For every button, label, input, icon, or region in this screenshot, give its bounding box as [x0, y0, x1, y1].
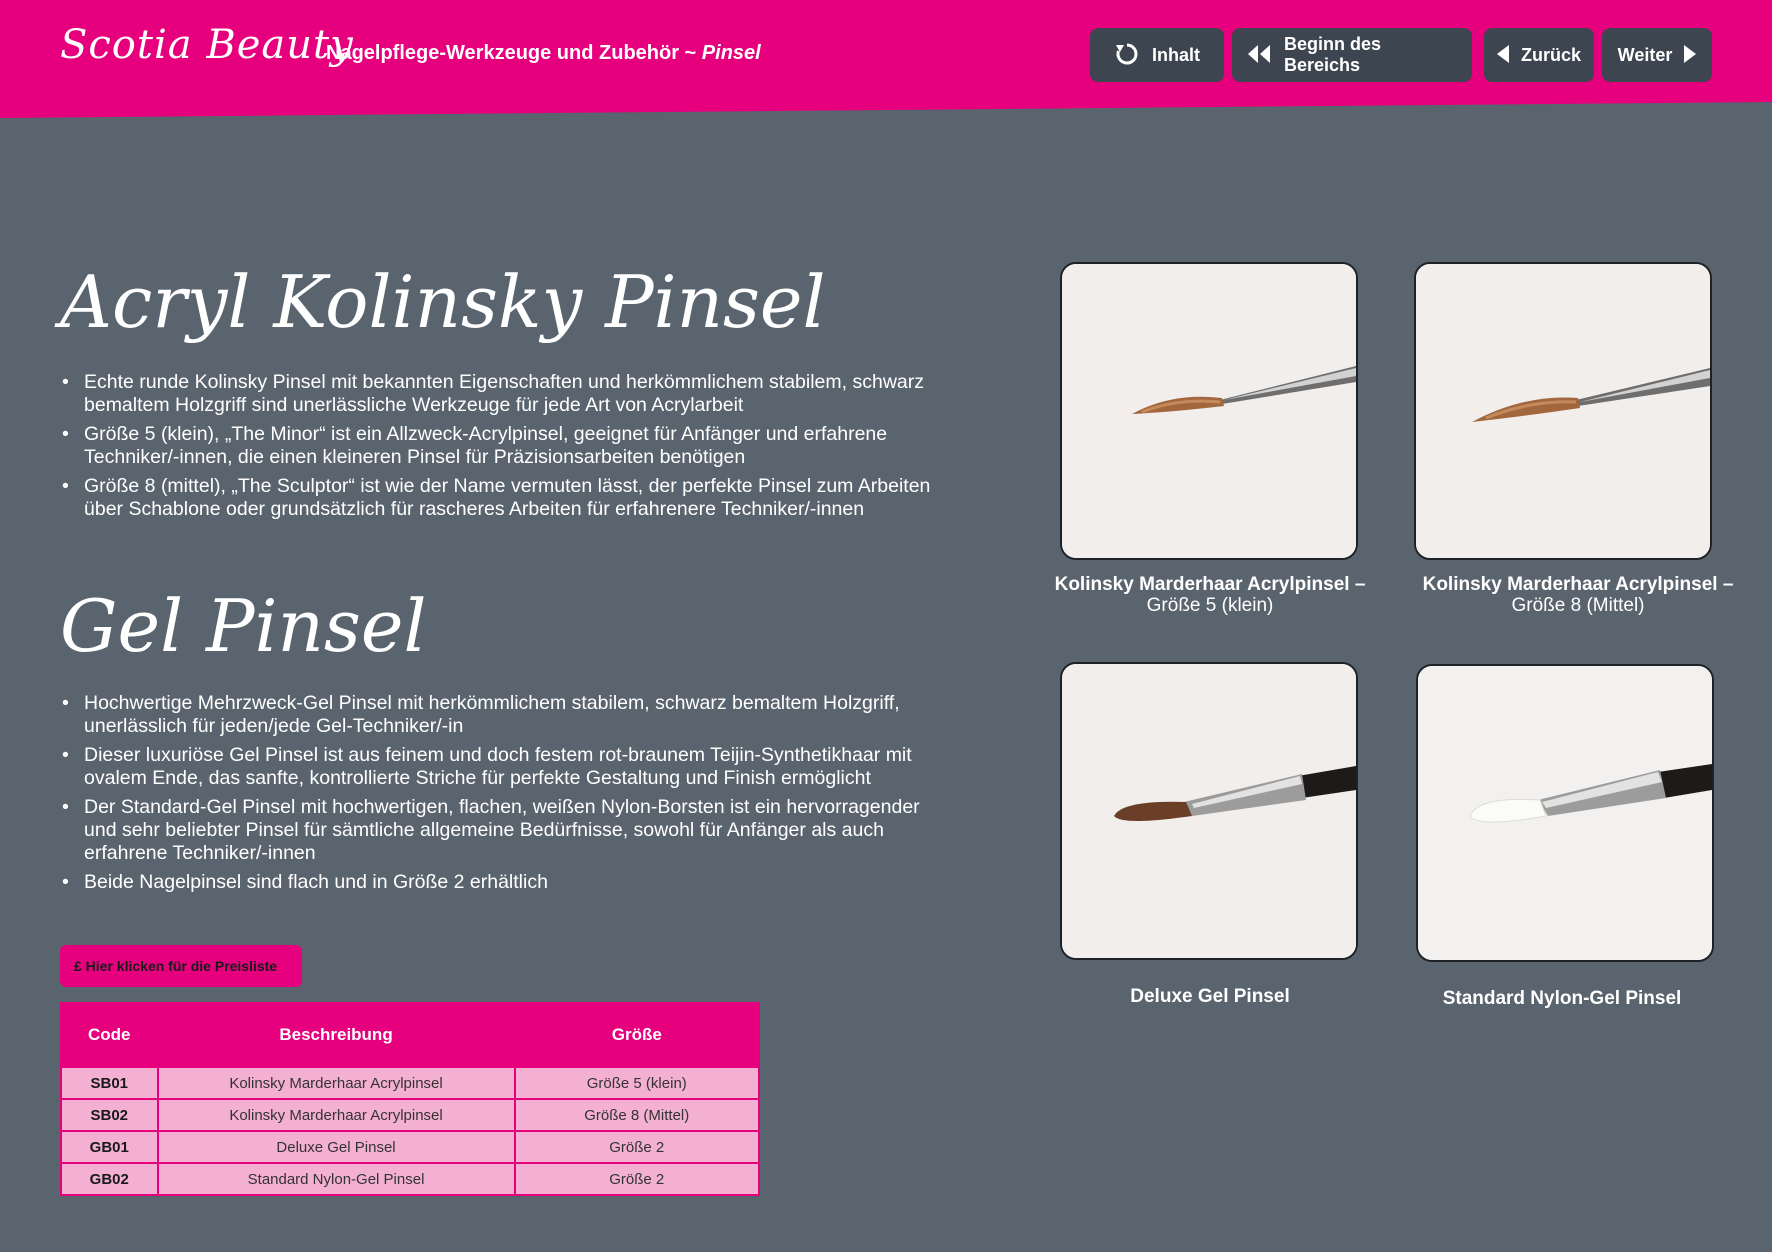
table-cell-description: Deluxe Gel Pinsel: [158, 1131, 515, 1163]
beginn-des-bereichs-button[interactable]: [1232, 28, 1472, 82]
table-cell-code: SB01: [61, 1067, 158, 1099]
product-image-standard-nylon-gel: [1416, 664, 1714, 962]
price-list-button[interactable]: £ Hier klicken für die Preisliste: [60, 945, 302, 987]
product-caption-name: Kolinsky Marderhaar Acrylpinsel –: [1422, 574, 1734, 595]
breadcrumb-section: Nagelpflege-Werkzeuge und Zubehör ~: [326, 42, 702, 64]
product-image-kolinsky-8: [1414, 262, 1712, 560]
rewind-icon: [1246, 45, 1272, 66]
product-caption-size: Größe 8 (Mittel): [1511, 595, 1645, 616]
table-row: [61, 1067, 759, 1099]
gel-bullet: • Der Standard-Gel Pinsel mit hochwertigen, flachen, weißen Nylon-Borsten ist ein hervorragender und sehr beliebter Pinsel für sämtliche allgemeine Bedürfnisse, sowohl für Anfänger als auch erfahrene Techniker/-innen: [84, 796, 934, 865]
table-cell-code: SB02: [61, 1099, 158, 1131]
product-caption-name: Kolinsky Marderhaar Acrylpinsel –: [1054, 574, 1366, 595]
table-cell-description: Standard Nylon-Gel Pinsel: [158, 1163, 515, 1195]
gel-title: Gel Pinsel: [60, 584, 427, 668]
weiter-button[interactable]: [1602, 28, 1712, 82]
brand-logo: Scotia Beauty: [60, 22, 354, 68]
beginn-label: Beginn des Bereichs: [1284, 34, 1382, 75]
refresh-icon: [1114, 41, 1140, 70]
gel-bullet: • Dieser luxuriöse Gel Pinsel ist aus feinem und doch festem rot-braunem Teijin-Synthetikhaar mit ovalem Ende, das sanfte, kontrollierte Striche für perfekte Gestaltung und Finish ermöglicht: [84, 744, 934, 790]
table-cell-code: GB02: [61, 1163, 158, 1195]
triangle-right-icon: [1684, 45, 1696, 66]
table-cell-size: Größe 2: [515, 1163, 759, 1195]
table-header-groesse: Größe: [515, 1003, 759, 1067]
product-caption-kolinsky-5: [1050, 574, 1370, 616]
table-cell-size: Größe 8 (Mittel): [515, 1099, 759, 1131]
gel-bullet: • Beide Nagelpinsel sind flach und in Größe 2 erhältlich: [84, 871, 934, 894]
product-caption-size: Größe 5 (klein): [1146, 595, 1274, 616]
product-table: [60, 1002, 760, 1196]
product-image-deluxe-gel: [1060, 662, 1358, 960]
acryl-title: Acryl Kolinsky Pinsel: [60, 260, 826, 344]
product-caption-standard-nylon-gel: Standard Nylon-Gel Pinsel: [1442, 988, 1682, 1009]
zurueck-button[interactable]: [1484, 28, 1594, 82]
product-image-kolinsky-5: [1060, 262, 1358, 560]
gel-bullet-list: [60, 692, 934, 900]
table-cell-code: GB01: [61, 1131, 158, 1163]
table-row: [61, 1099, 759, 1131]
breadcrumb: [326, 42, 761, 65]
product-caption-kolinsky-8: [1418, 574, 1738, 616]
zurueck-label: Zurück: [1521, 44, 1582, 65]
acryl-bullet: • Größe 8 (mittel), „The Sculptor“ ist wie der Name vermuten lässt, der perfekte Pinsel zum Arbeiten über Schablone oder grundsätzlich für rascheres Arbeiten für erfahrenere Techniker/-innen: [84, 475, 934, 521]
table-cell-size: Größe 5 (klein): [515, 1067, 759, 1099]
triangle-left-icon: [1497, 45, 1509, 66]
inhalt-label: Inhalt: [1152, 44, 1200, 65]
acryl-bullet: • Größe 5 (klein), „The Minor“ ist ein Allzweck-Acrylpinsel, geeignet für Anfänger und erfahrene Techniker/-innen, die einen kleineren Pinsel für Präzisionsarbeiten benötigen: [84, 423, 934, 469]
table-row: [61, 1163, 759, 1195]
weiter-label: Weiter: [1617, 44, 1673, 65]
acryl-bullet-list: [60, 371, 934, 527]
table-header-code: Code: [61, 1003, 158, 1067]
table-header-beschreibung: Beschreibung: [158, 1003, 515, 1067]
product-caption-deluxe-gel: Deluxe Gel Pinsel: [1130, 986, 1290, 1007]
table-cell-description: Kolinsky Marderhaar Acrylpinsel: [158, 1067, 515, 1099]
table-cell-size: Größe 2: [515, 1131, 759, 1163]
table-cell-description: Kolinsky Marderhaar Acrylpinsel: [158, 1099, 515, 1131]
gel-bullet: • Hochwertige Mehrzweck-Gel Pinsel mit herkömmlichem stabilem, schwarz bemaltem Holzgriff, unerlässlich für jeden/jede Gel-Techniker/-in: [84, 692, 934, 738]
breadcrumb-current: Pinsel: [701, 42, 761, 64]
table-row: [61, 1131, 759, 1163]
inhalt-button[interactable]: [1090, 28, 1224, 82]
acryl-bullet: • Echte runde Kolinsky Pinsel mit bekannten Eigenschaften und herkömmlichem stabilem, schwarz bemaltem Holzgriff sind unerlässliche Werkzeuge für jede Art von Acrylarbeit: [84, 371, 934, 417]
